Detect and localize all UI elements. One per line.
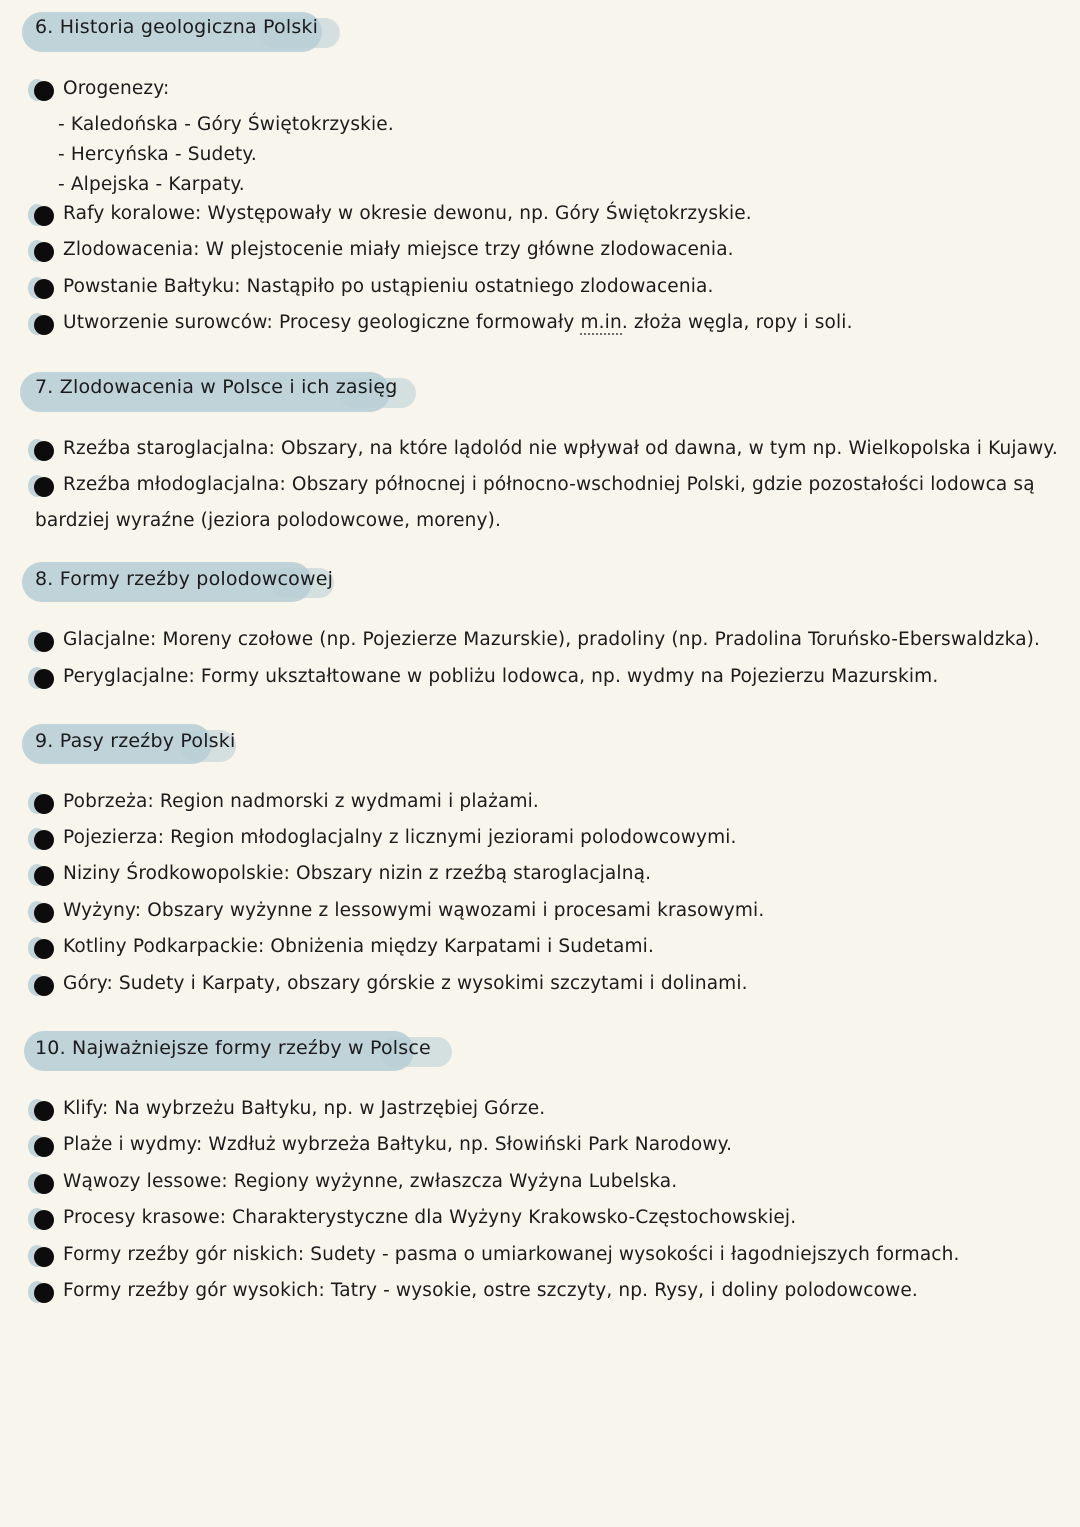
section-title: 8. Formy rzeźby polodowcowej bbox=[35, 568, 334, 590]
section-title: 7. Zlodowacenia w Polsce i ich zasięg bbox=[35, 376, 398, 398]
bullet-icon bbox=[34, 1137, 54, 1157]
bullet-icon bbox=[34, 830, 54, 850]
section-heading bbox=[0, 1031, 1080, 1071]
bullet-icon bbox=[34, 1247, 54, 1267]
bullet-icon bbox=[34, 81, 54, 101]
section-7 bbox=[0, 370, 1080, 410]
section-title: 9. Pasy rzeźby Polski bbox=[35, 730, 236, 752]
section-heading bbox=[0, 10, 1080, 50]
bullet-icon bbox=[34, 794, 54, 814]
section-6 bbox=[0, 10, 1080, 50]
bullet-icon bbox=[34, 632, 54, 652]
list-item-continuation: bardziej wyraźne (jeziora polodowcowe, moreny). bbox=[35, 510, 502, 531]
section-9 bbox=[0, 724, 1080, 764]
bullet-icon bbox=[34, 1210, 54, 1230]
section-heading bbox=[0, 724, 1080, 764]
section-heading bbox=[0, 562, 1080, 602]
bullet-icon bbox=[34, 669, 54, 689]
bullet-icon bbox=[34, 939, 54, 959]
section-heading bbox=[0, 370, 1080, 410]
bullet-icon bbox=[34, 477, 54, 497]
notes-page: 6. Historia geologiczna Polski Orogenezy: - Kaledońska - Góry Świętokrzyskie. - Hercyńska - Sudety. - Alpejska - Karpaty. Rafy koralowe: Występowały w okresie dewonu, np. Góry Świętokrzyskie. Zlodowacenia: W plejstocenie miały miejsce trzy główne zlodowacenia. Powstanie Bałtyku: Nastąpiło po ustąpieniu ostatniego zlodowacenia. Utworzenie surowców: Procesy geologiczne formowały m.in. złoża węgla, ropy i soli. 7. Zlodowacenia w Polsce i ich zasięg Rzeźba staroglacjalna: Obszary, na które lądolód nie wpływał od dawna, w tym np. Wielkopolska i Kujawy. Rzeźba młodoglacjalna: Obszary północnej i północno-wschodniej Polski, gdzie pozostałości lodowca są bardziej wyraźne (jeziora polodowcowe, moreny). 8. Formy rzeźby polodowcowej Glacjalne: Moreny czołowe (np. Pojezierze Mazurskie), pradoliny (np. Pradolina Toruńsko-Eberswaldzka). Peryglacjalne: Formy ukształtowane w pobliżu lodowca, np. wydmy na Pojezierzu Mazurskim. 9. Pasy rzeźby Polski Pobrzeża: Region nadmorski z wydmami i plażami. Pojezierza: Region młodoglacjalny z licznymi jeziorami polodowcowymi. Niziny Środkowopolskie: Obszary nizin z rzeźbą staroglacjalną. Wyżyny: Obszary wyżynne z lessowymi wąwozami i procesami krasowymi. Kotliny Podkarpackie: Obniżenia między Karpatami i Sudetami. Góry: Sudety i Karpaty, obszary górskie z wysokimi szczytami i dolinami. 10. Najważniejsze formy rzeźby w Polsce Klify: Na wybrzeżu Bałtyku, np. w Jastrzębiej Górze. Plaże i wydmy: Wzdłuż wybrzeża Bałtyku, np. Słowiński Park Narodowy. Wąwozy lessowe: Regiony wyżynne, zwłaszcza Wyżyna Lubelska. Procesy krasowe: Charakterystyczne dla Wyżyny Krakowsko-Częstochowskiej. Formy rzeźby gór niskich: Sudety - pasma o umiarkowanej wysokości i łagodniejszych formach. Formy rzeźby gór wysokich: Tatry - wysokie, ostre szczyty, np. Rysy, i doliny polodowcowe. bbox=[0, 0, 1080, 1527]
section-title: 6. Historia geologiczna Polski bbox=[35, 16, 319, 38]
section-title: 10. Najważniejsze formy rzeźby w Polsce bbox=[35, 1037, 431, 1059]
sub-item: - Alpejska - Karpaty. bbox=[58, 174, 245, 195]
bullet-icon bbox=[34, 441, 54, 461]
bullet-icon bbox=[34, 866, 54, 886]
bullet-icon bbox=[34, 1283, 54, 1303]
bullet-icon bbox=[34, 315, 54, 335]
section-10 bbox=[0, 1031, 1080, 1071]
section-8 bbox=[0, 562, 1080, 602]
sub-item: - Kaledońska - Góry Świętokrzyskie. bbox=[58, 114, 394, 135]
bullet-icon bbox=[34, 1174, 54, 1194]
bullet-icon bbox=[34, 242, 54, 262]
sub-item: - Hercyńska - Sudety. bbox=[58, 144, 257, 165]
bullet-icon bbox=[34, 1101, 54, 1121]
bullet-icon bbox=[34, 976, 54, 996]
bullet-icon bbox=[34, 903, 54, 923]
bullet-icon bbox=[34, 206, 54, 226]
bullet-icon bbox=[34, 279, 54, 299]
